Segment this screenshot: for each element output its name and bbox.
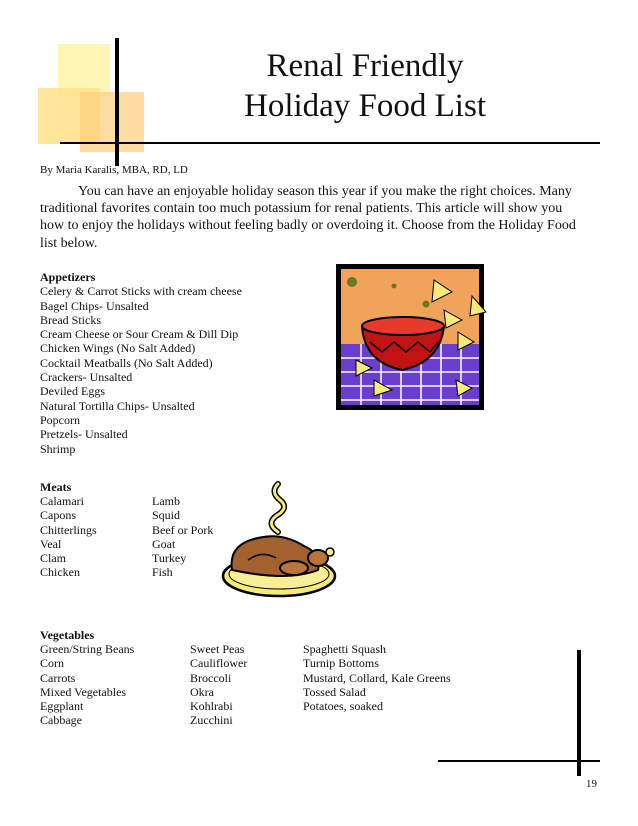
- list-item: Spaghetti Squash: [303, 642, 386, 656]
- list-item: Beef or Pork: [152, 522, 214, 537]
- list-item: Capons: [40, 508, 76, 523]
- title-line-1: Renal Friendly: [266, 48, 464, 84]
- list-item: Natural Tortilla Chips- Unsalted: [40, 398, 195, 413]
- list-item: Broccoli: [190, 670, 232, 685]
- list-item: Cabbage: [40, 713, 82, 728]
- intro-text: You can have an enjoyable holiday season this year if you make the right choices. Many traditional favorites contain too much potassium for renal patients. This article will show you how to enjoy the holidays without feeling badly or overdoing it. Choose from the Holiday Food list below.: [40, 184, 576, 251]
- list-item: Turnip Bottoms: [303, 656, 379, 671]
- list-item: Bread Sticks: [40, 312, 101, 327]
- meats-column-2: [152, 494, 213, 580]
- list-item: Bagel Chips- Unsalted: [40, 298, 149, 313]
- list-item: Potatoes, soaked: [303, 699, 383, 714]
- list-item: Cauliflower: [190, 656, 248, 671]
- meats-section: [40, 480, 71, 494]
- list-item: Celery & Carrot Sticks with cream cheese: [40, 284, 242, 299]
- list-item: Deviled Eggs: [40, 384, 105, 399]
- list-item: Tossed Salad: [303, 684, 366, 699]
- list-item: Goat: [152, 536, 176, 551]
- list-item: Zucchini: [190, 713, 233, 728]
- byline: By Maria Karalis, MBA, RD, LD: [40, 164, 188, 176]
- list-item: Calamari: [40, 494, 84, 508]
- list-item: Squid: [152, 508, 181, 523]
- list-item: Clam: [40, 551, 66, 566]
- appetizers-section: [40, 270, 310, 456]
- list-item: Veal: [40, 536, 62, 551]
- decor-vertical-rule-bottom: [577, 650, 581, 776]
- decor-vertical-rule-top: [115, 38, 119, 166]
- list-item: Pretzels- Unsalted: [40, 427, 128, 442]
- list-item: Corn: [40, 656, 64, 671]
- intro-paragraph: [40, 183, 580, 252]
- vegetables-heading: Vegetables: [40, 628, 95, 642]
- list-item: Mustard, Collard, Kale Greens: [303, 670, 451, 685]
- page-title: [200, 46, 530, 126]
- list-item: Sweet Peas: [190, 642, 245, 656]
- list-item: Eggplant: [40, 699, 84, 714]
- decor-horizontal-rule-top: [60, 142, 600, 144]
- page-number: 19: [586, 778, 597, 790]
- meats-column-1: [40, 494, 97, 580]
- list-item: Kohlrabi: [190, 699, 233, 714]
- list-item: Green/String Beans: [40, 642, 135, 656]
- decor-horizontal-rule-bottom: [438, 760, 600, 762]
- list-item: Popcorn: [40, 412, 80, 427]
- list-item: Lamb: [152, 494, 180, 508]
- chips-and-dip-illustration: [334, 262, 490, 414]
- list-item: Shrimp: [40, 441, 76, 456]
- vegetables-column-3: [303, 642, 451, 713]
- list-item: Fish: [152, 565, 173, 580]
- list-item: Mixed Vegetables: [40, 684, 127, 699]
- meats-heading: Meats: [40, 480, 72, 494]
- list-item: Chitterlings: [40, 522, 97, 537]
- list-item: Chicken Wings (No Salt Added): [40, 341, 196, 356]
- list-item: Crackers- Unsalted: [40, 370, 133, 385]
- title-line-2: Holiday Food List: [243, 88, 486, 124]
- list-item: Cocktail Meatballs (No Salt Added): [40, 355, 213, 370]
- list-item: Turkey: [152, 551, 187, 566]
- vegetables-column-1: [40, 642, 134, 728]
- list-item: Cream Cheese or Sour Cream & Dill Dip: [40, 327, 239, 342]
- roast-turkey-illustration: [218, 478, 340, 602]
- vegetables-section: [40, 628, 94, 642]
- appetizers-heading: Appetizers: [40, 270, 96, 284]
- list-item: Okra: [190, 684, 214, 699]
- list-item: Carrots: [40, 670, 76, 685]
- vegetables-column-2: [190, 642, 247, 728]
- list-item: Chicken: [40, 565, 80, 580]
